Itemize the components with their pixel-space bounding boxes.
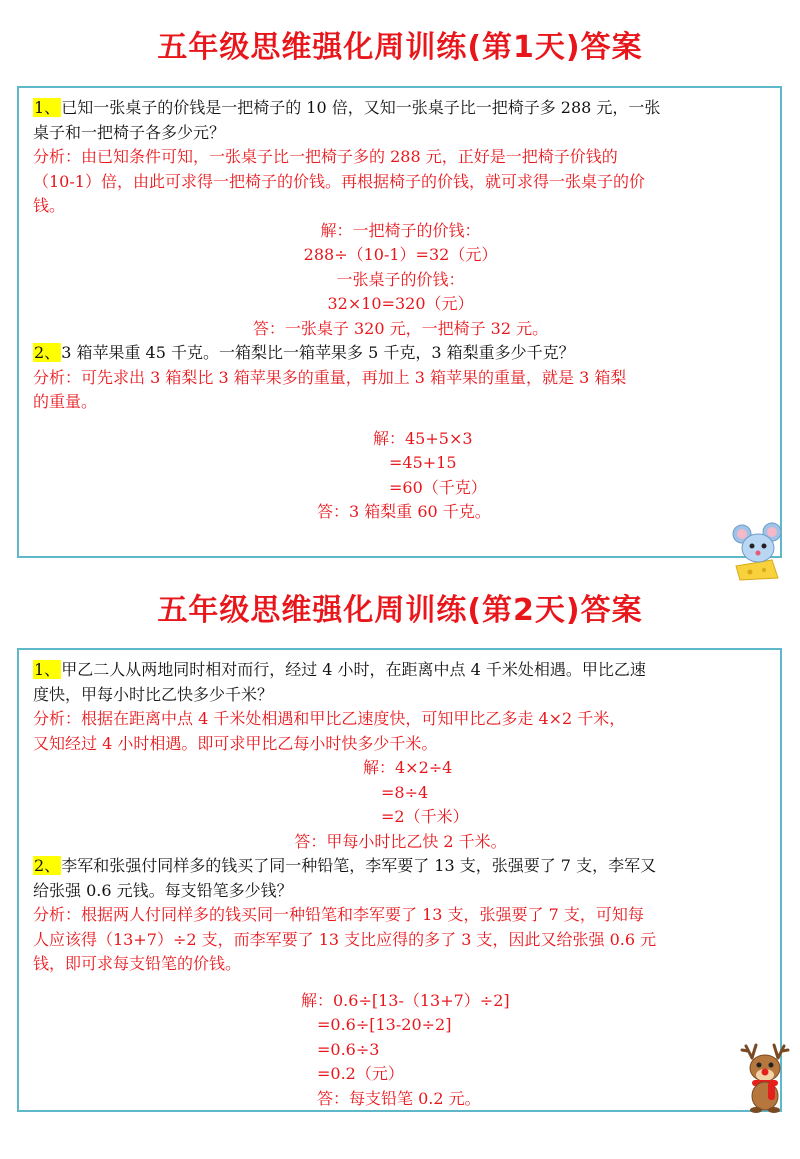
problem-number-1: 1、 — [34, 660, 61, 679]
solution-1-line-2: 288÷（10-1）=32（元） — [303, 245, 498, 264]
analysis-1-line-1: 分析：由已知条件可知，一张桌子比一把椅子多的 288 元，正好是一把椅子价钱的 — [33, 147, 618, 166]
analysis-2-line-2: 人应该得（13+7）÷2 支，而李军要了 13 支比应得的多了 3 支，因此又给张强 0.6 元 — [33, 929, 657, 949]
question-2-line-1: 2、3 箱苹果重 45 千克。一箱梨比一箱苹果多 5 千克，3 箱梨重多少千克？ — [34, 343, 575, 362]
question-1-line-2: 桌子和一把椅子各多少元？ — [33, 122, 226, 142]
question-2-line-1: 2、李军和张强付同样多的钱买了同一种铅笔，李军要了 13 支，张强要了 7 支，李军又 — [34, 856, 657, 875]
question-2-line-2: 给张强 0.6 元钱。每支铅笔多少钱？ — [33, 880, 293, 900]
solution-2-line-4: =0.2（元） — [317, 1064, 404, 1083]
solution-1-line-1: 解：一把椅子的价钱： — [320, 220, 481, 240]
analysis-2-line-2: 的重量。 — [33, 392, 98, 411]
problem-number-2: 2、 — [34, 343, 61, 362]
solution-2-line-2: =45+15 — [389, 453, 457, 472]
analysis-1-line-3: 钱。 — [33, 196, 66, 215]
analysis-2-line-1: 分析：根据两人付同样多的钱买同一种铅笔和李军要了 13 支，张强要了 7 支，可知每 — [33, 905, 644, 924]
solution-2-line-2: =0.6÷[13-20÷2] — [317, 1015, 452, 1034]
mouse-cheese-icon — [728, 520, 790, 582]
solution-2-line-1: 解：45+5×3 — [373, 428, 473, 448]
problem-number-1: 1、 — [34, 98, 61, 117]
answer-1: 答：甲每小时比乙快 2 千米。 — [294, 831, 507, 851]
solution-1-line-1: 解：4×2÷4 — [363, 758, 453, 777]
analysis-2-line-3: 钱，即可求每支铅笔的价钱。 — [33, 954, 242, 973]
question-1-line-1: 1、甲乙二人从两地同时相对而行，经过 4 小时，在距离中点 4 千米处相遇。甲比乙速 — [34, 660, 646, 679]
analysis-1-line-2: （10-1）倍，由此可求得一把椅子的价钱。再根据椅子的价钱，就可求得一张桌子的价 — [33, 171, 645, 191]
answer-2: 答：每支铅笔 0.2 元。 — [317, 1088, 481, 1108]
question-1-line-1: 1、已知一张桌子的价钱是一把椅子的 10 倍，又知一张桌子比一把椅子多 288 元，一张 — [34, 98, 661, 117]
solution-2-line-3: =60（千克） — [389, 477, 487, 497]
answer-box-day2 — [17, 648, 782, 1112]
solution-2-line-1: 解：0.6÷[13-（13+7）÷2] — [301, 990, 510, 1010]
page-title-day1: 五年级思维强化周训练(第1天)答案 — [157, 30, 643, 65]
analysis-1-line-1: 分析：根据在距离中点 4 千米处相遇和甲比乙速度快，可知甲比乙多走 4×2 千米， — [33, 709, 626, 728]
solution-1-line-3: =2（千米） — [381, 807, 469, 826]
analysis-1-line-2: 又知经过 4 小时相遇。即可求甲比乙每小时快多少千米。 — [33, 733, 438, 753]
question-1-line-2: 度快，甲每小时比乙快多少千米？ — [33, 684, 274, 704]
solution-2-line-3: =0.6÷3 — [317, 1039, 380, 1059]
answer-2: 答：3 箱梨重 60 千克。 — [317, 502, 491, 521]
answer-box-day1 — [17, 86, 782, 558]
reindeer-icon — [738, 1042, 794, 1114]
answer-1: 答：一张桌子 320 元，一把椅子 32 元。 — [252, 318, 549, 338]
solution-1-line-3: 一张桌子的价钱： — [336, 269, 465, 289]
problem-number-2: 2、 — [34, 856, 61, 875]
solution-1-line-4: 32×10=320（元） — [327, 294, 474, 313]
analysis-2-line-1: 分析：可先求出 3 箱梨比 3 箱苹果多的重量，再加上 3 箱苹果的重量，就是 3 箱梨 — [33, 367, 627, 387]
page-title-day2: 五年级思维强化周训练(第2天)答案 — [157, 593, 643, 628]
solution-1-line-2: =8÷4 — [381, 782, 429, 802]
